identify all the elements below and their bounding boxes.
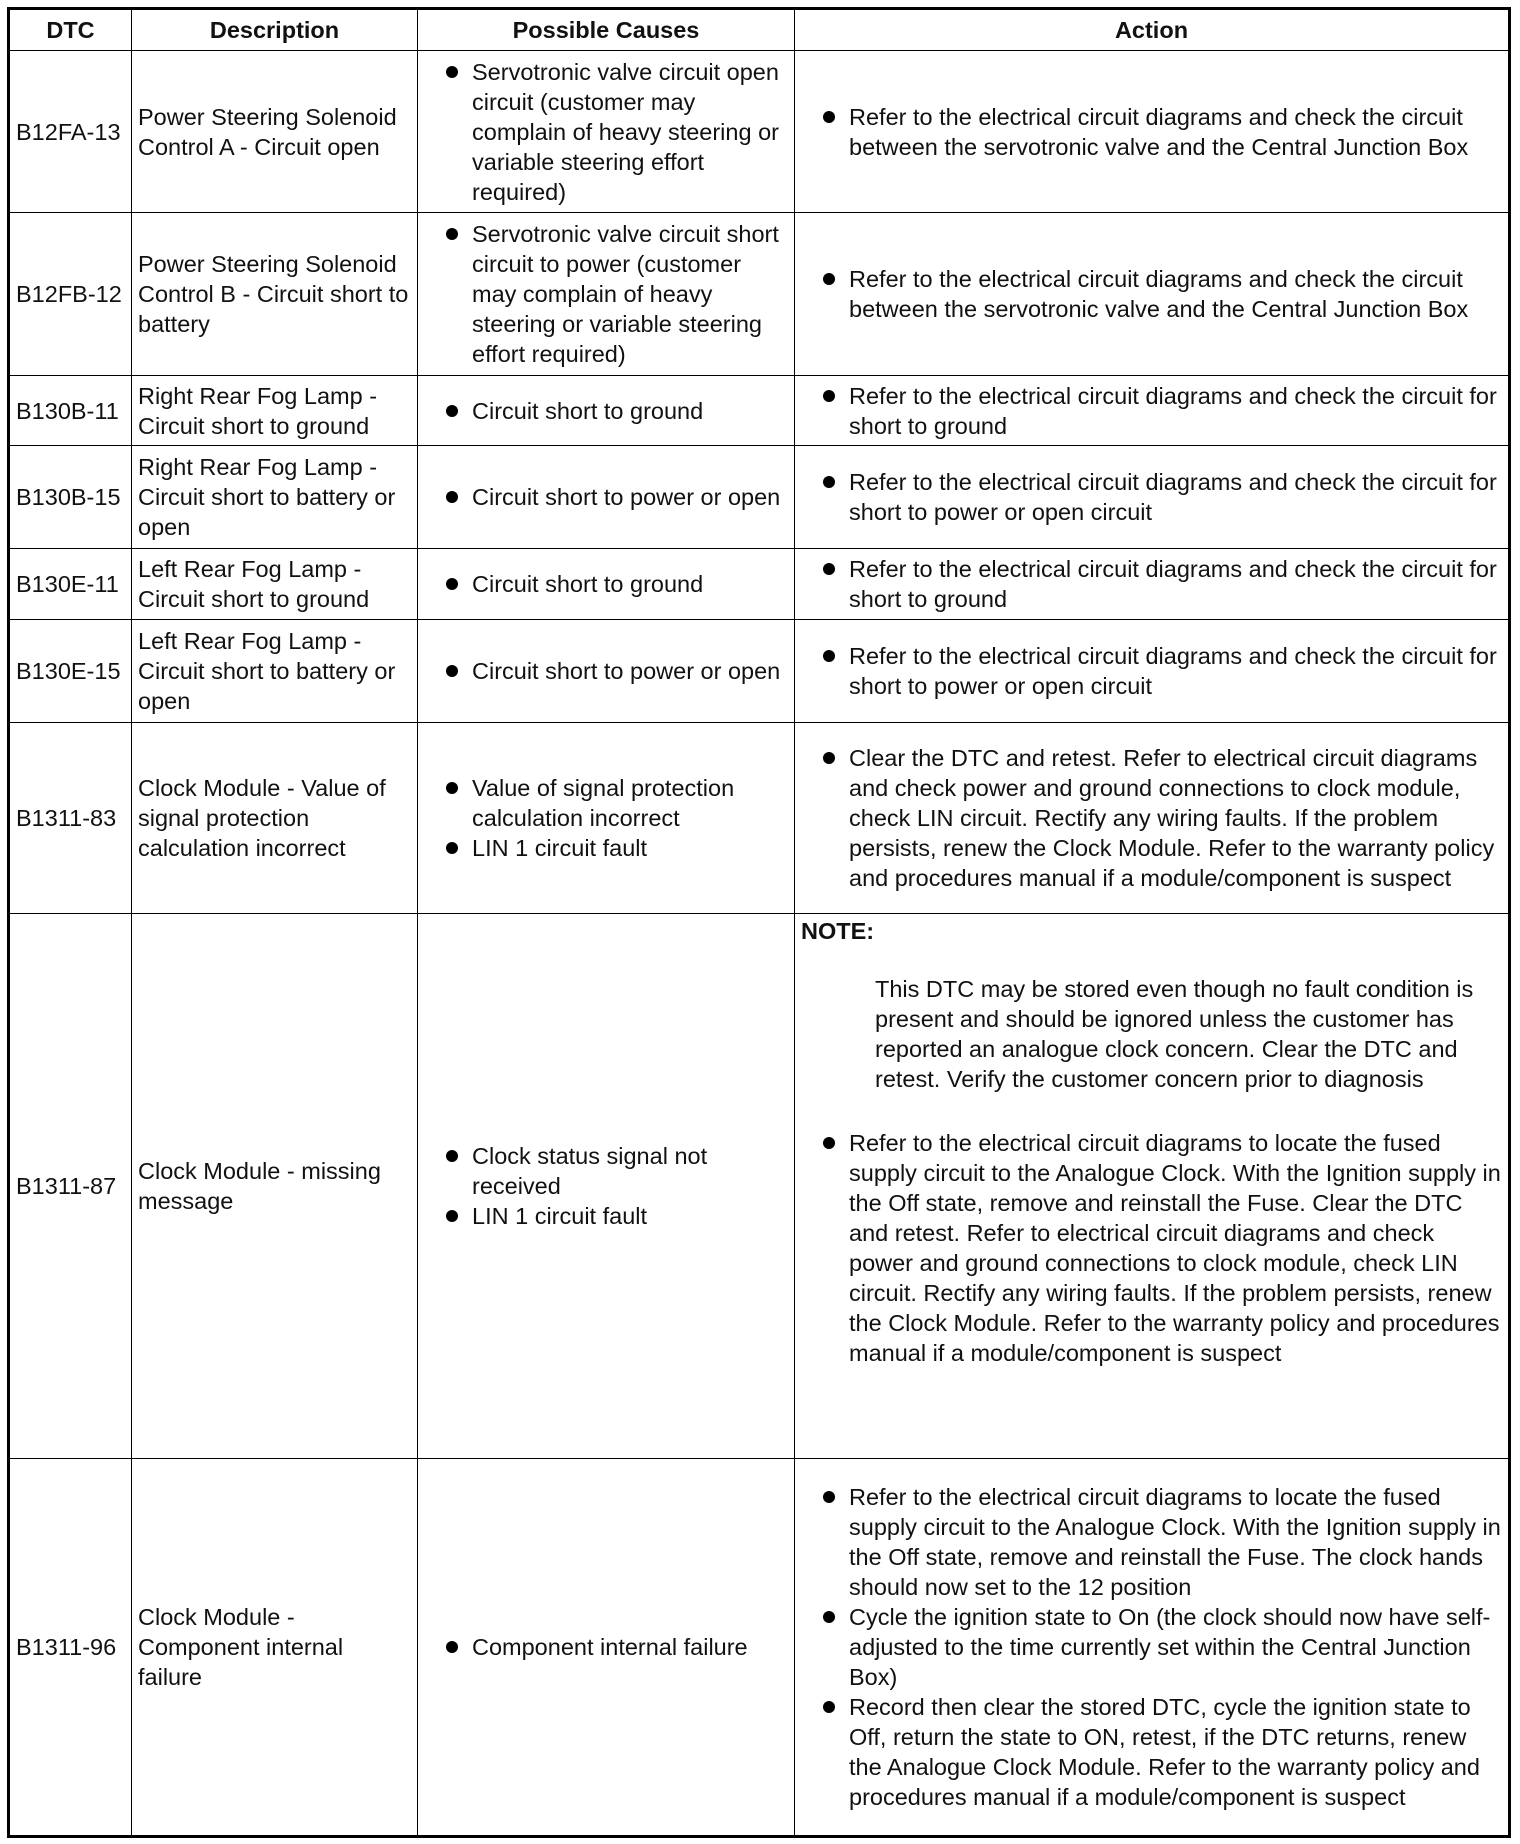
table-row bbox=[9, 213, 1510, 375]
actions-list bbox=[801, 1482, 1503, 1812]
possible-causes-cell bbox=[418, 914, 795, 1459]
dtc-code: B130B-15 bbox=[9, 446, 132, 549]
table-row bbox=[9, 914, 1510, 1459]
table-row bbox=[9, 446, 1510, 549]
dtc-description: Left Rear Fog Lamp - Circuit short to ground bbox=[132, 549, 418, 620]
possible-causes-cell bbox=[418, 51, 795, 213]
actions-list bbox=[801, 743, 1503, 893]
table-row bbox=[9, 1458, 1510, 1836]
possible-causes-cell bbox=[418, 375, 795, 446]
actions-list bbox=[801, 467, 1503, 527]
action-item: Refer to the electrical circuit diagrams and check the circuit for short to ground bbox=[801, 554, 1503, 614]
dtc-description: Power Steering Solenoid Control B - Circuit short to battery bbox=[132, 213, 418, 375]
actions-list bbox=[801, 641, 1503, 701]
actions-list bbox=[801, 102, 1503, 162]
action-cell bbox=[795, 375, 1510, 446]
note-text: This DTC may be stored even though no fault condition is present and should be ignored unless the customer has reported an analogue clock concern. Clear the DTC and retest. Verify the customer concern prior to diagnosis bbox=[875, 976, 1474, 1093]
cause-item: LIN 1 circuit fault bbox=[424, 1201, 789, 1231]
action-cell bbox=[795, 51, 1510, 213]
cause-item: Servotronic valve circuit short circuit to power (customer may complain of heavy steering or variable steering effort required) bbox=[424, 219, 789, 369]
action-item: Clear the DTC and retest. Refer to electrical circuit diagrams and check power and ground connections to clock module, check LIN circuit. Rectify any wiring faults. If the problem persists, renew the Clock Module. Refer to the warranty policy and procedures manual if a module/component is suspect bbox=[801, 743, 1503, 893]
dtc-table bbox=[7, 7, 1511, 1838]
action-item: Refer to the electrical circuit diagrams to locate the fused supply circuit to the Analogue Clock. With the Ignition supply in the Off state, remove and reinstall the Fuse. Clear the DTC and retest. Refer to electrical circuit diagrams and check power and ground connections to clock module, check LIN circuit. Rectify any wiring faults. If the problem persists, renew the Clock Module. Refer to the warranty policy and procedures manual if a module/component is suspect bbox=[801, 1128, 1503, 1368]
dtc-description: Clock Module - Value of signal protection calculation incorrect bbox=[132, 722, 418, 914]
action-item: Refer to the electrical circuit diagrams and check the circuit for short to power or open circuit bbox=[801, 641, 1503, 701]
causes-list bbox=[424, 57, 789, 207]
cause-item: Circuit short to power or open bbox=[424, 656, 789, 686]
cause-item: Circuit short to power or open bbox=[424, 482, 789, 512]
actions-list bbox=[801, 1128, 1503, 1368]
note-title: NOTE: bbox=[801, 918, 875, 945]
dtc-code: B130B-11 bbox=[9, 375, 132, 446]
causes-list bbox=[424, 1632, 789, 1662]
action-item: Refer to the electrical circuit diagrams and check the circuit for short to power or open circuit bbox=[801, 467, 1503, 527]
actions-list bbox=[801, 381, 1503, 441]
action-item: Refer to the electrical circuit diagrams and check the circuit for short to ground bbox=[801, 381, 1503, 441]
action-cell bbox=[795, 446, 1510, 549]
action-item: Refer to the electrical circuit diagrams and check the circuit between the servotronic valve and the Central Junction Box bbox=[801, 102, 1503, 162]
table-row bbox=[9, 619, 1510, 722]
dtc-description: Power Steering Solenoid Control A - Circuit open bbox=[132, 51, 418, 213]
action-cell bbox=[795, 1458, 1510, 1836]
cause-item: Circuit short to ground bbox=[424, 396, 789, 426]
dtc-code: B130E-11 bbox=[9, 549, 132, 620]
possible-causes-cell bbox=[418, 619, 795, 722]
causes-list bbox=[424, 773, 789, 863]
cause-item: Servotronic valve circuit open circuit (customer may complain of heavy steering or variable steering effort required) bbox=[424, 57, 789, 207]
possible-causes-cell bbox=[418, 446, 795, 549]
table-row bbox=[9, 549, 1510, 620]
table-row bbox=[9, 722, 1510, 914]
causes-list bbox=[424, 219, 789, 369]
table-header-row bbox=[9, 9, 1510, 51]
table-row bbox=[9, 375, 1510, 446]
causes-list bbox=[424, 396, 789, 426]
cause-item: LIN 1 circuit fault bbox=[424, 833, 789, 863]
dtc-description: Right Rear Fog Lamp - Circuit short to battery or open bbox=[132, 446, 418, 549]
dtc-code: B1311-96 bbox=[9, 1458, 132, 1836]
causes-list bbox=[424, 1141, 789, 1231]
dtc-description: Clock Module - Component internal failure bbox=[132, 1458, 418, 1836]
actions-list bbox=[801, 554, 1503, 614]
action-item: Record then clear the stored DTC, cycle the ignition state to Off, return the state to ON, retest, if the DTC returns, renew the Analogue Clock Module. Refer to the warranty policy and procedures manual if a module/component is suspect bbox=[801, 1692, 1503, 1812]
dtc-description: Left Rear Fog Lamp - Circuit short to battery or open bbox=[132, 619, 418, 722]
table-row bbox=[9, 51, 1510, 213]
header-action: Action bbox=[795, 9, 1510, 51]
dtc-description: Right Rear Fog Lamp - Circuit short to ground bbox=[132, 375, 418, 446]
cause-item: Component internal failure bbox=[424, 1632, 789, 1662]
dtc-code: B12FA-13 bbox=[9, 51, 132, 213]
header-possible-causes: Possible Causes bbox=[418, 9, 795, 51]
dtc-code: B1311-87 bbox=[9, 914, 132, 1459]
action-cell bbox=[795, 914, 1510, 1459]
action-item: Cycle the ignition state to On (the clock should now have self-adjusted to the time currently set within the Central Junction Box) bbox=[801, 1602, 1503, 1692]
possible-causes-cell bbox=[418, 549, 795, 620]
actions-list bbox=[801, 264, 1503, 324]
dtc-code: B1311-83 bbox=[9, 722, 132, 914]
cause-item: Value of signal protection calculation incorrect bbox=[424, 773, 789, 833]
possible-causes-cell bbox=[418, 1458, 795, 1836]
possible-causes-cell bbox=[418, 213, 795, 375]
header-description: Description bbox=[132, 9, 418, 51]
header-dtc: DTC bbox=[9, 9, 132, 51]
table-body bbox=[9, 51, 1510, 1837]
cause-item: Clock status signal not received bbox=[424, 1141, 789, 1201]
action-cell bbox=[795, 213, 1510, 375]
causes-list bbox=[424, 569, 789, 599]
action-cell bbox=[795, 549, 1510, 620]
causes-list bbox=[424, 482, 789, 512]
causes-list bbox=[424, 656, 789, 686]
possible-causes-cell bbox=[418, 722, 795, 914]
action-item: Refer to the electrical circuit diagrams to locate the fused supply circuit to the Analogue Clock. With the Ignition supply in the Off state, remove and reinstall the Fuse. The clock hands should now set to the 12 position bbox=[801, 1482, 1503, 1602]
action-item: Refer to the electrical circuit diagrams and check the circuit between the servotronic valve and the Central Junction Box bbox=[801, 264, 1503, 324]
dtc-code: B12FB-12 bbox=[9, 213, 132, 375]
action-cell bbox=[795, 722, 1510, 914]
cause-item: Circuit short to ground bbox=[424, 569, 789, 599]
dtc-description: Clock Module - missing message bbox=[132, 914, 418, 1459]
dtc-code: B130E-15 bbox=[9, 619, 132, 722]
action-cell bbox=[795, 619, 1510, 722]
